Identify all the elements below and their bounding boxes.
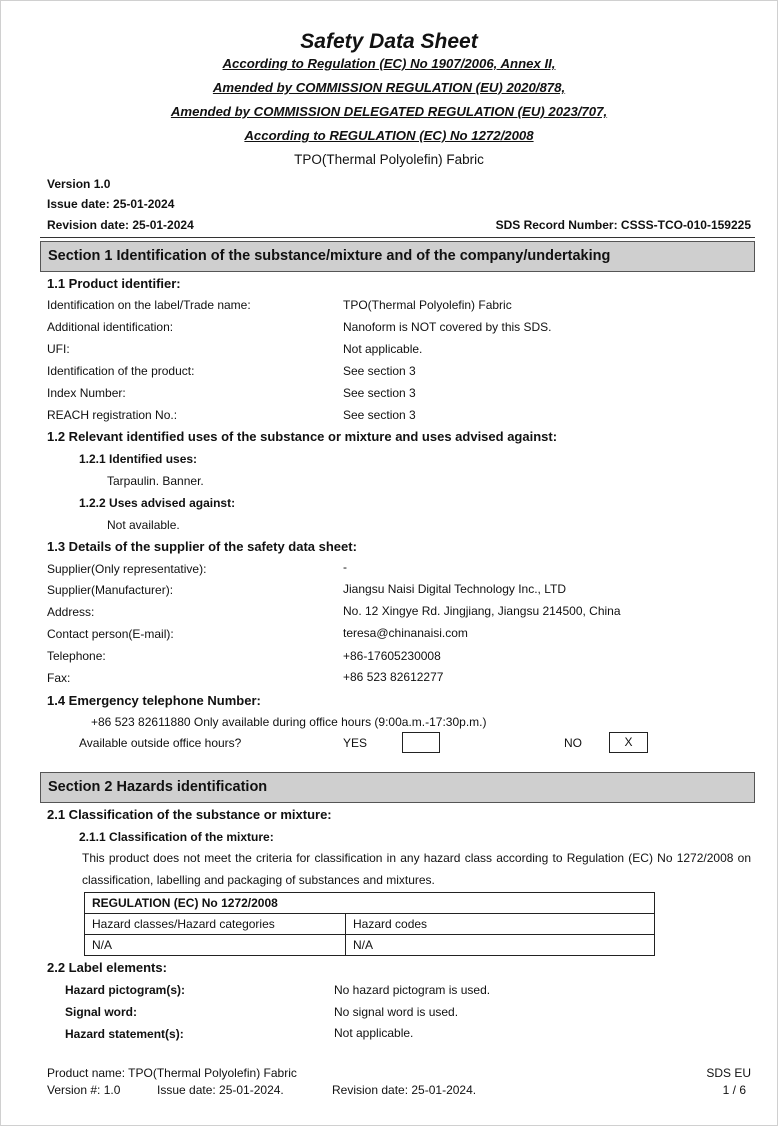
field-value: - bbox=[343, 560, 347, 574]
table-header-hazard-classes: Hazard classes/Hazard categories bbox=[85, 914, 346, 935]
classification-paragraph: This product does not meet the criteria for classification in any hazard class according to Regulation (EC) No 1272/2008 on classification, labelling and packaging of substances and mixtures. bbox=[82, 851, 751, 887]
hazard-pictogram-value: No hazard pictogram is used. bbox=[334, 983, 491, 997]
divider bbox=[40, 237, 755, 238]
document-title: Safety Data Sheet bbox=[300, 30, 478, 53]
field-label: Telephone: bbox=[47, 649, 106, 663]
field-label: Supplier(Only representative): bbox=[47, 562, 207, 576]
section-1-heading: Section 1 Identification of the substance/mixture and of the company/undertaking bbox=[40, 241, 755, 272]
field-label: UFI: bbox=[47, 342, 70, 356]
footer-sds-eu: SDS EU bbox=[706, 1066, 751, 1080]
identified-uses-text: Tarpaulin. Banner. bbox=[107, 474, 204, 488]
footer-product-name: Product name: TPO(Thermal Polyolefin) Fabric bbox=[47, 1066, 297, 1080]
field-label: Address: bbox=[47, 605, 95, 619]
hazard-statement-label: Hazard statement(s): bbox=[65, 1027, 184, 1041]
yes-checkbox bbox=[402, 732, 440, 753]
regulation-table-title: REGULATION (EC) No 1272/2008 bbox=[85, 893, 655, 914]
section-2-2-heading: 2.2 Label elements: bbox=[47, 960, 167, 975]
issue-date: Issue date: 25-01-2024 bbox=[47, 197, 175, 211]
section-2-1-heading: 2.1 Classification of the substance or mixture: bbox=[47, 807, 332, 822]
uses-advised-against-heading: 1.2.2 Uses advised against: bbox=[79, 496, 236, 510]
footer-issue-date: Issue date: 25-01-2024. bbox=[157, 1083, 284, 1097]
field-label: Identification of the product: bbox=[47, 364, 195, 378]
section-2-heading: Section 2 Hazards identification bbox=[40, 772, 755, 803]
field-value: See section 3 bbox=[343, 364, 416, 378]
revision-date: Revision date: 25-01-2024 bbox=[47, 218, 194, 232]
section-1-4-heading: 1.4 Emergency telephone Number: bbox=[47, 693, 261, 708]
contact-email: teresa@chinanaisi.com bbox=[343, 626, 468, 640]
footer-version: Version #: 1.0 bbox=[47, 1083, 121, 1097]
outside-hours-label: Available outside office hours? bbox=[79, 736, 242, 750]
yes-label: YES bbox=[343, 736, 368, 750]
field-value: See section 3 bbox=[343, 408, 416, 422]
uses-advised-against-text: Not available. bbox=[107, 518, 180, 532]
telephone-value: +86-17605230008 bbox=[343, 649, 441, 663]
header-product-name: TPO(Thermal Polyolefin) Fabric bbox=[294, 152, 484, 167]
classification-of-mixture-heading: 2.1.1 Classification of the mixture: bbox=[79, 830, 274, 844]
page-number: 1 / 6 bbox=[722, 1083, 746, 1097]
field-label: Additional identification: bbox=[47, 320, 174, 334]
field-value: No. 12 Xingye Rd. Jingjiang, Jiangsu 214500, China bbox=[343, 604, 621, 618]
field-value: See section 3 bbox=[343, 386, 416, 400]
regulation-line-2: Amended by COMMISSION REGULATION (EU) 2020/878, bbox=[212, 80, 566, 95]
field-value: TPO(Thermal Polyolefin) Fabric bbox=[343, 298, 512, 312]
signal-word-label: Signal word: bbox=[65, 1005, 137, 1019]
table-cell-hazard-codes: N/A bbox=[346, 935, 655, 956]
signal-word-value: No signal word is used. bbox=[334, 1005, 459, 1019]
table-header-hazard-codes: Hazard codes bbox=[346, 914, 655, 935]
hazard-pictogram-label: Hazard pictogram(s): bbox=[65, 983, 186, 997]
table-cell-hazard-classes: N/A bbox=[85, 935, 346, 956]
field-value: Jiangsu Naisi Digital Technology Inc., LTD bbox=[343, 582, 566, 596]
field-label: Contact person(E-mail): bbox=[47, 627, 174, 641]
regulation-table bbox=[84, 892, 655, 956]
field-value: Nanoform is NOT covered by this SDS. bbox=[343, 320, 552, 334]
field-label: Fax: bbox=[47, 671, 71, 685]
version: Version 1.0 bbox=[47, 177, 111, 191]
identified-uses-heading: 1.2.1 Identified uses: bbox=[79, 452, 198, 466]
hazard-statement-value: Not applicable. bbox=[334, 1026, 414, 1040]
field-label: Supplier(Manufacturer): bbox=[47, 583, 174, 597]
no-label: NO bbox=[564, 736, 582, 750]
field-label: Index Number: bbox=[47, 386, 126, 400]
fax-value: +86 523 82612277 bbox=[343, 670, 444, 684]
field-label: REACH registration No.: bbox=[47, 408, 178, 422]
field-label: Identification on the label/Trade name: bbox=[47, 298, 251, 312]
field-value: Not applicable. bbox=[343, 342, 423, 356]
regulation-line-1: According to Regulation (EC) No 1907/2006, Annex II, bbox=[222, 56, 556, 71]
emergency-phone-line: +86 523 82611880 Only available during office hours (9:00a.m.-17:30p.m.) bbox=[91, 715, 487, 729]
section-1-2-heading: 1.2 Relevant identified uses of the substance or mixture and uses advised against: bbox=[47, 429, 558, 444]
footer-revision-date: Revision date: 25-01-2024. bbox=[332, 1083, 477, 1097]
regulation-line-4: According to REGULATION (EC) No 1272/2008 bbox=[244, 128, 534, 143]
regulation-line-3: Amended by COMMISSION DELEGATED REGULATION (EU) 2023/707, bbox=[170, 104, 608, 119]
section-1-3-heading: 1.3 Details of the supplier of the safety data sheet: bbox=[47, 539, 357, 554]
no-checkbox: X bbox=[609, 732, 648, 753]
section-1-1-heading: 1.1 Product identifier: bbox=[47, 276, 181, 291]
sds-record-number: SDS Record Number: CSSS-TCO-010-159225 bbox=[495, 218, 751, 232]
